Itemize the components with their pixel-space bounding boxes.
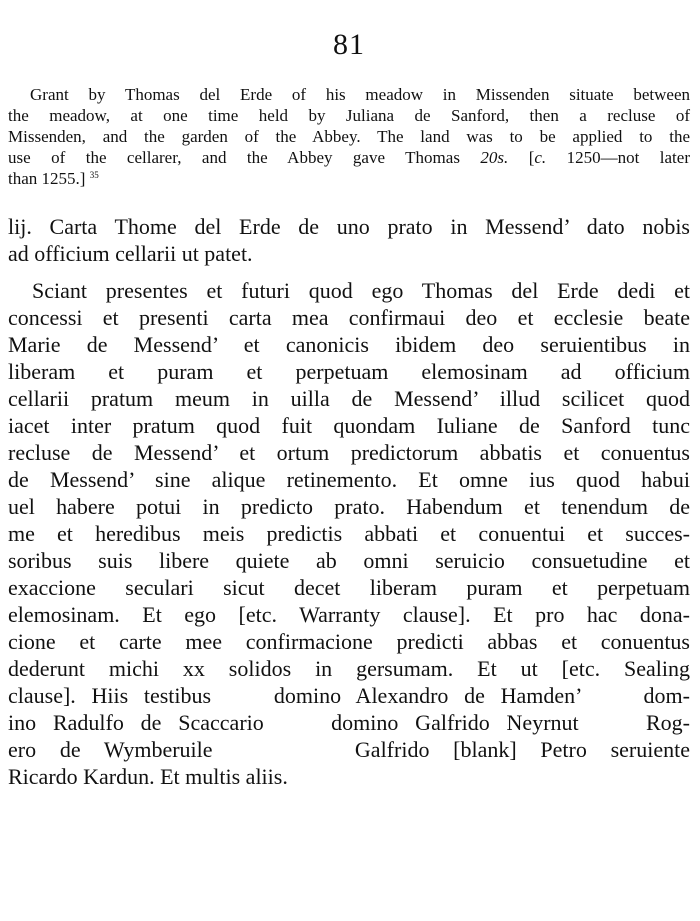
charter-text — [8, 277, 690, 790]
summary-amount: 20s. — [480, 148, 509, 167]
charter-line: cellarii pratum meum in uilla de Messend’ illud scilicet quod — [8, 386, 690, 411]
charter-line: uel habere potui in predicto prato. Habendum et tenendum de — [8, 494, 690, 519]
document-page — [8, 0, 690, 790]
english-summary — [8, 84, 690, 189]
charter-line: concessi et presenti carta mea confirmaui deo et ecclesie beate — [8, 305, 690, 330]
charter-line: me et heredibus meis predictis abbati et conuentui et succes- — [8, 521, 690, 546]
summary-line: Missenden, and the garden of the Abbey. The land was to be applied to the — [8, 127, 690, 146]
charter-line-last: Ricardo Kardun. Et multis aliis. — [8, 764, 288, 789]
charter-line: soribus suis libere quiete ab omni seruicio consuetudine et — [8, 548, 690, 573]
charter-line: Sciant presentes et futuri quod ego Thomas del Erde dedi et — [32, 278, 690, 303]
summary-date: 1250—not later — [546, 148, 690, 167]
charter-line: elemosinam. Et ego [etc. Warranty clause]. Et pro hac dona- — [8, 602, 690, 627]
charter-line: ino Radulfo de Scaccario domino Galfrido Neyrnut Rog- — [8, 710, 690, 735]
summary-line: Grant by Thomas del Erde of his meadow in Missenden situate between — [30, 85, 690, 104]
charter-line: liberam et puram et perpetuam elemosinam ad officium — [8, 359, 690, 384]
charter-line: dederunt michi xx solidos in gersumam. Et ut [etc. Sealing — [8, 656, 690, 681]
footnote-reference: 35 — [89, 170, 99, 180]
summary-line: the meadow, at one time held by Juliana de Sanford, then a recluse of — [8, 106, 690, 125]
page-number: 81 — [333, 28, 365, 61]
summary-line-last — [8, 168, 690, 189]
summary-line-with-date — [8, 147, 690, 168]
summary-line-text: use of the cellarer, and the Abbey gave Thomas — [8, 148, 481, 167]
charter-line: recluse de Messend’ et ortum predictorum abbatis et conuentus — [8, 440, 690, 465]
charter-line: iacet inter pratum quod fuit quondam Iuliane de Sanford tunc — [8, 413, 690, 438]
charter-heading — [8, 213, 690, 267]
charter-line: Marie de Messend’ et canonicis ibidem deo seruientibus in — [8, 332, 690, 357]
summary-bracket: [ — [508, 148, 535, 167]
heading-line: lij. Carta Thome del Erde de uno prato in Messend’ dato nobis — [8, 214, 690, 239]
charter-line: exaccione seculari sicut decet liberam puram et perpetuam — [8, 575, 690, 600]
charter-line: de Messend’ sine alique retinemento. Et omne ius quod habui — [8, 467, 690, 492]
charter-line: cione et carte mee confirmacione predicti abbas et conuentus — [8, 629, 690, 654]
heading-line: ad officium cellarii ut patet. — [8, 241, 253, 266]
summary-last-text: than 1255.] — [8, 169, 86, 188]
charter-line: clause]. Hiis testibus domino Alexandro de Hamden’ dom- — [8, 683, 690, 708]
summary-circa: c. — [534, 148, 547, 167]
charter-line: ero de Wymberuile Galfrido [blank] Petro seruiente — [8, 737, 690, 762]
